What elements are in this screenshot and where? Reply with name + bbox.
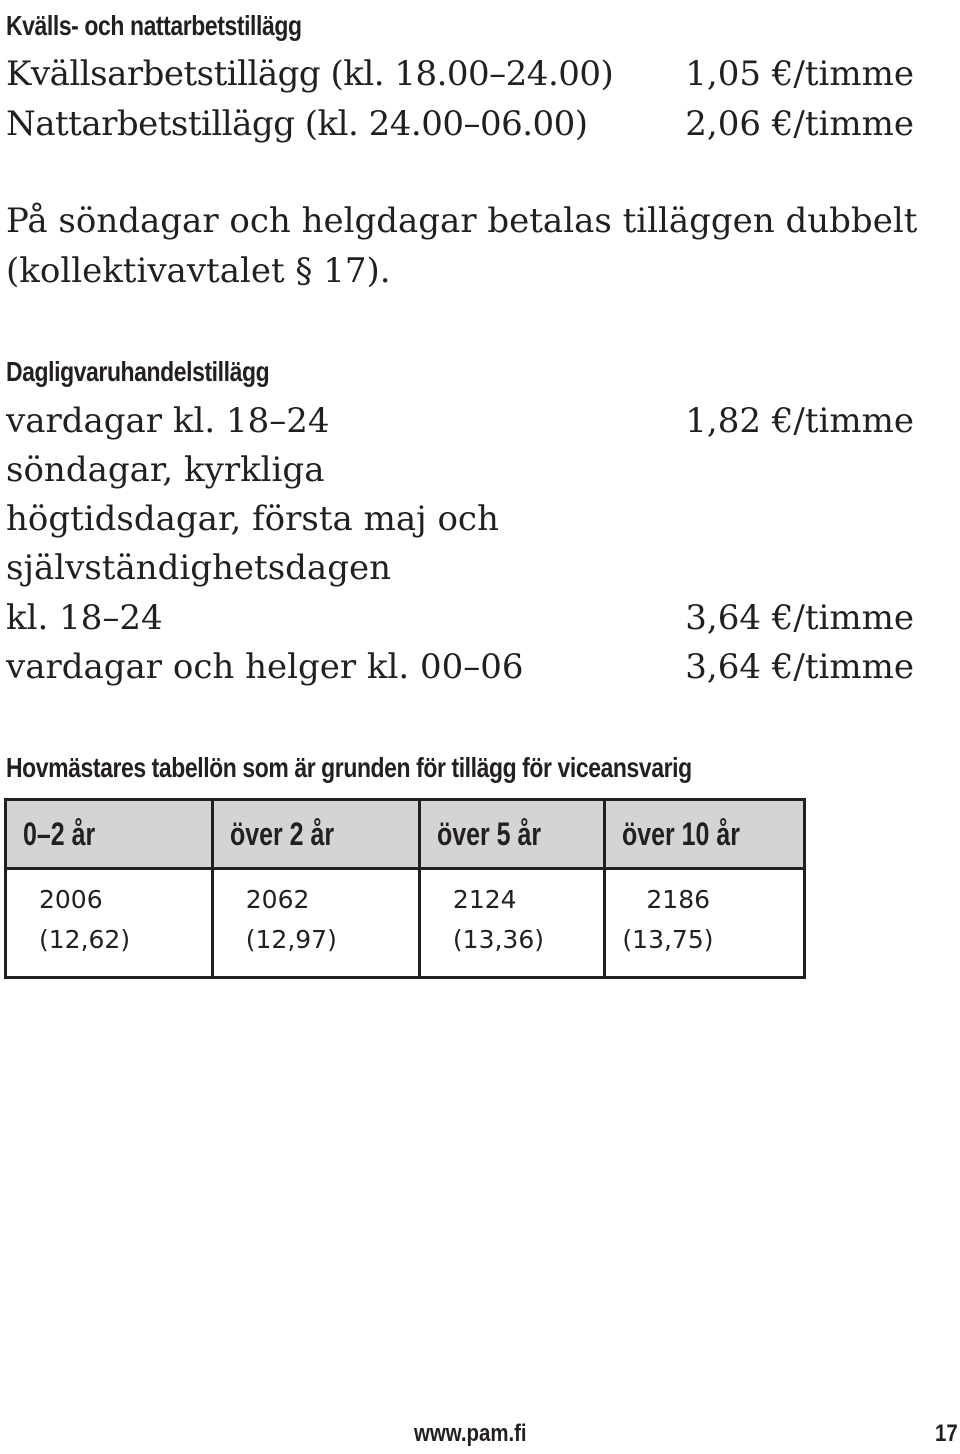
double-supplement-note — [6, 196, 918, 296]
column-header: över 10 år — [605, 800, 805, 869]
row-night-00-06 — [6, 643, 914, 691]
weekdays-label: vardagar kl. 18–24 — [6, 401, 330, 441]
row-night-supplement — [6, 100, 914, 148]
hourly-wage: (12,62) — [39, 925, 131, 954]
hourly-wage: (13,75) — [622, 925, 714, 954]
row-sundays-text — [6, 446, 914, 494]
table-cell — [212, 869, 419, 978]
heading-evening-night-supplement: Kvälls- och nattarbetstillägg — [6, 10, 302, 41]
column-header: 0–2 år — [6, 800, 213, 869]
page-number: 17 — [935, 1420, 958, 1447]
table-cell — [605, 869, 805, 978]
holidays-value: 3,64 €/timme — [685, 598, 914, 638]
column-header: över 5 år — [419, 800, 604, 869]
night-time-label: vardagar och helger kl. 00–06 — [6, 647, 524, 687]
row-holidays-text — [6, 495, 914, 543]
evening-supplement-value: 1,05 €/timme — [685, 54, 914, 94]
hourly-wage: (13,36) — [452, 925, 544, 954]
table-row — [6, 869, 805, 978]
monthly-salary: 2124 — [452, 885, 517, 914]
independence-day-label: självständighetsdagen — [6, 548, 391, 588]
table-cell — [419, 869, 604, 978]
monthly-salary: 2006 — [39, 885, 103, 914]
night-supplement-value: 2,06 €/timme — [685, 104, 914, 144]
hourly-wage: (12,97) — [245, 925, 337, 954]
heading-grocery-trade-supplement: Dagligvaruhandelstillägg — [6, 356, 270, 387]
row-holidays-18-24 — [6, 594, 914, 642]
monthly-salary: 2062 — [245, 885, 310, 914]
column-header: över 2 år — [212, 800, 419, 869]
note-line-1: På söndagar och helgdagar betalas tilläggen dubbelt — [6, 201, 918, 241]
row-evening-supplement — [6, 50, 914, 98]
evening-supplement-label: Kvällsarbetstillägg (kl. 18.00–24.00) — [6, 54, 614, 94]
row-weekdays-18-24 — [6, 397, 914, 445]
table-cell — [6, 869, 213, 978]
salary-table — [4, 798, 806, 979]
table-header-row — [6, 800, 805, 869]
note-line-2: (kollektivavtalet § 17). — [6, 251, 391, 291]
weekdays-value: 1,82 €/timme — [685, 401, 914, 441]
holidays-label: högtidsdagar, första maj och — [6, 499, 499, 539]
heading-head-waiter-salary: Hovmästares tabellön som är grunden för tillägg för viceansvarig — [6, 752, 692, 783]
row-independence-day-text — [6, 544, 914, 592]
night-time-value: 3,64 €/timme — [685, 647, 914, 687]
holidays-time-label: kl. 18–24 — [6, 598, 163, 638]
footer-url[interactable]: www.pam.fi — [414, 1420, 527, 1447]
sundays-label: söndagar, kyrkliga — [6, 450, 325, 490]
night-supplement-label: Nattarbetstillägg (kl. 24.00–06.00) — [6, 104, 588, 144]
monthly-salary: 2186 — [646, 885, 711, 914]
